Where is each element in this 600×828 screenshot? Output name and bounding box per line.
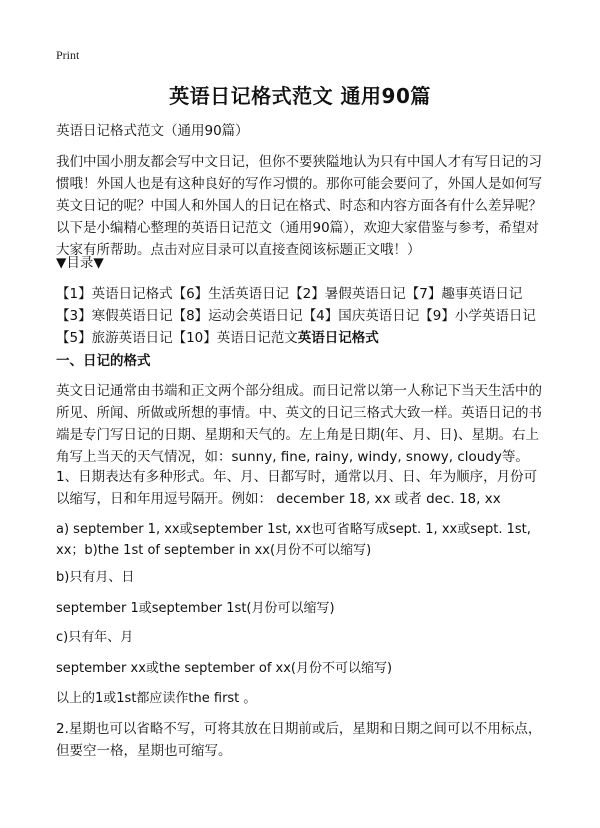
toc-item-9[interactable]: 【9】小学英语日记 [419,308,536,324]
print-link[interactable]: Print [56,48,80,62]
toc-item-10[interactable]: 【10】英语日记范文 [172,330,298,346]
section-heading: 一、日记的格式 [56,353,151,369]
document-subtitle: 英语日记格式范文（通用90篇） [56,123,249,139]
example-b-text: september 1或september 1st(月份可以缩写) [56,601,335,616]
toc-item-5[interactable]: 【5】旅游英语日记 [56,330,173,346]
intro-paragraph: 我们中国小朋友都会写中文日记，但你不要狭隘地认为只有中国人才有写日记的习惯哦！外国人也是有这种良好的写作习惯的。那你可能会要问了，外国人是如何写英文日记的呢？中国人和外国人的日记在格式、时态和内容方面各有什么差异呢？以下是小编精心整理的英语日记范文（通用90篇），欢迎大家借鉴与参考，希望对大家有所帮助。点击对应目录可以直接查阅该标题正文哦！） [56,154,542,258]
toc-heading: ▼目录▼ [56,255,104,271]
page-title: 英语日记格式范文 通用90篇 [169,84,431,108]
reading-note: 以上的1或1st都应读作the first 。 [56,691,257,706]
table-of-contents [56,283,546,349]
toc-item-8[interactable]: 【8】运动会英语日记 [172,308,303,324]
toc-item-6[interactable]: 【6】生活英语日记 [172,286,290,302]
toc-item-3[interactable]: 【3】寒假英语日记 [56,308,173,324]
example-b-label: b)只有月、日 [56,570,135,585]
example-a-paragraph: a) september 1, xx或september 1st, xx也可省略写成sept. 1, xx或sept. 1st, xx；b)the 1st of september in xx(月份不可以缩写) [56,522,531,558]
toc-trailing-heading: 英语日记格式 [297,330,379,346]
date-format-paragraph: 1、日期表达有多种形式。年、月、日都写时，通常以月、日、年为顺序，月份可以缩写，日和年用逗号隔开。例如： december 18, xx 或者 dec. 18, xx [56,469,538,507]
example-c-label: c)只有年、月 [56,630,134,645]
toc-item-2[interactable]: 【2】暑假英语日记 [289,286,406,302]
toc-item-7[interactable]: 【7】趣事英语日记 [405,286,523,302]
weekday-paragraph: 2.星期也可以省略不写，可将其放在日期前或后，星期和日期之间可以不用标点，但要空一格，星期也可缩写。 [56,721,542,759]
toc-item-4[interactable]: 【4】国庆英语日记 [302,308,420,324]
toc-item-1[interactable]: 【1】英语日记格式 [56,286,173,302]
format-paragraph: 英文日记通常由书端和正文两个部分组成。而日记常以第一人称记下当天生活中的所见、所闻、所做或所想的事情。中、英文的日记三格式大致一样。英语日记的书端是专门写日记的日期、星期和天气的。左上角是日期(年、月、日)、星期。右上角写上当天的天气情况，如：sunny, fine, rainy, windy, snowy, cloudy等。 [56,383,542,465]
example-c-text: september xx或the september of xx(月份不可以缩写) [56,661,393,676]
